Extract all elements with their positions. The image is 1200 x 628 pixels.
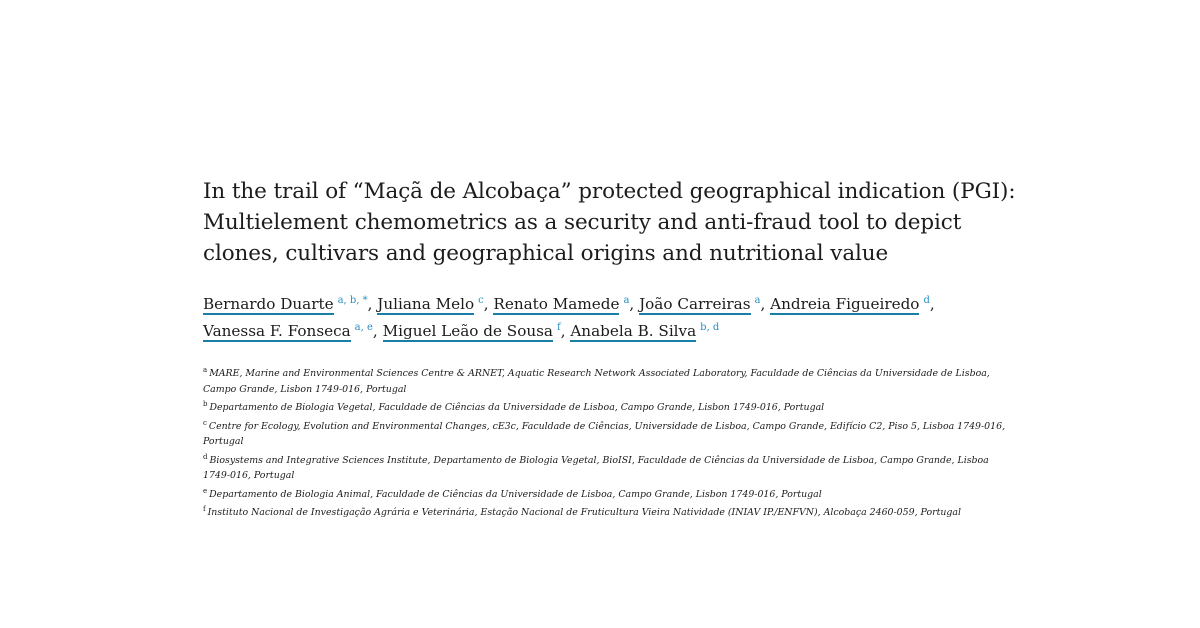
author-name[interactable]: Vanessa F. Fonseca <box>203 322 351 340</box>
author-affiliation-ref[interactable]: a, e <box>354 322 373 333</box>
author-item: João Carreiras $^a$, <box>639 295 766 313</box>
affiliation-label: b <box>203 400 208 408</box>
author-affiliation-ref[interactable]: a <box>623 295 630 306</box>
author-name[interactable]: Bernardo Duarte <box>203 295 334 313</box>
author-list <box>203 289 1023 343</box>
author-item: Bernardo Duarte $^{a, b, *}$, <box>203 295 373 313</box>
author-affiliation-ref[interactable]: a, b, * <box>337 295 368 306</box>
author-item: Renato Mamede $^a$, <box>493 295 635 313</box>
affiliation-item <box>203 397 1013 416</box>
affiliation-item <box>203 502 1013 521</box>
author-name[interactable]: Anabela B. Silva <box>570 322 697 340</box>
author-affiliation-ref[interactable]: f <box>556 322 561 333</box>
affiliation-label: a <box>203 366 208 374</box>
author-item: Vanessa F. Fonseca $^{a, e}$, <box>203 322 378 340</box>
author-affiliation-ref[interactable]: d <box>923 295 930 306</box>
affiliation-label: d <box>203 452 208 461</box>
author-item: Miguel Leão de Sousa $^f$, <box>382 322 566 340</box>
affiliation-item <box>203 363 1013 397</box>
affiliation-text: MARE, Marine and Environmental Sciences Centre & ARNET, Aquatic Research Network Associated Laboratory, Faculdade de Ciências da Universidade de Lisboa, Campo Grande, Lisbon 1749-016, Portugal <box>203 368 990 395</box>
affiliation-label: c <box>203 418 207 427</box>
affiliation-text: Departamento de Biologia Vegetal, Faculdade de Ciências da Universidade de Lisboa, Campo Grande, Lisbon 1749-016, Portugal <box>209 402 825 413</box>
affiliation-item <box>203 484 1013 503</box>
affiliation-text: Centre for Ecology, Evolution and Environmental Changes, cE3c, Faculdade de Ciências, Universidade de Lisboa, Campo Grande, Edifício C2, Piso 5, Lisboa 1749-016, Portugal <box>203 420 1006 447</box>
affiliation-text: Biosystems and Integrative Sciences Institute, Departamento de Biologia Vegetal, BioISI, Faculdade de Ciências da Universidade de Lisboa, Campo Grande, Lisboa 1749-016, Portugal <box>203 454 989 481</box>
affiliation-label: e <box>203 486 208 495</box>
author-name[interactable]: Miguel Leão de Sousa <box>382 322 553 340</box>
author-affiliation-ref[interactable]: c <box>478 295 484 306</box>
affiliation-label: f <box>203 505 206 513</box>
affiliation-item <box>203 416 1013 450</box>
affiliation-list <box>203 363 1013 521</box>
author-item: Andreia Figueiredo $^d$, <box>770 295 935 313</box>
affiliation-text: Departamento de Biologia Animal, Faculdade de Ciências da Universidade de Lisboa, Campo Grande, Lisbon 1749-016, Portugal <box>209 488 822 500</box>
paper-header <box>203 176 1023 521</box>
author-name[interactable]: Juliana Melo <box>377 295 475 313</box>
author-item: Juliana Melo $^c$, <box>377 295 489 313</box>
author-item <box>570 322 719 340</box>
author-name[interactable]: Renato Mamede <box>493 295 620 313</box>
author-affiliation-ref[interactable]: b, d <box>700 322 720 333</box>
affiliation-text: Instituto Nacional de Investigação Agrária e Veterinária, Estação Nacional de Fruticultura Vieira Natividade (INIAV IP./ENFVN), Alcobaça 2460-059, Portugal <box>207 507 961 518</box>
paper-title: In the trail of “Maçã de Alcobaça” protected geographical indication (PGI): Multielement chemometrics as a security and anti-fraud tool to depict clones, cultivars and geographical origins and nutritional value <box>203 179 1016 266</box>
author-name[interactable]: Andreia Figueiredo <box>770 295 920 313</box>
author-name[interactable]: João Carreiras <box>639 295 751 313</box>
affiliation-item <box>203 450 1013 484</box>
author-affiliation-ref[interactable]: a <box>754 295 761 306</box>
